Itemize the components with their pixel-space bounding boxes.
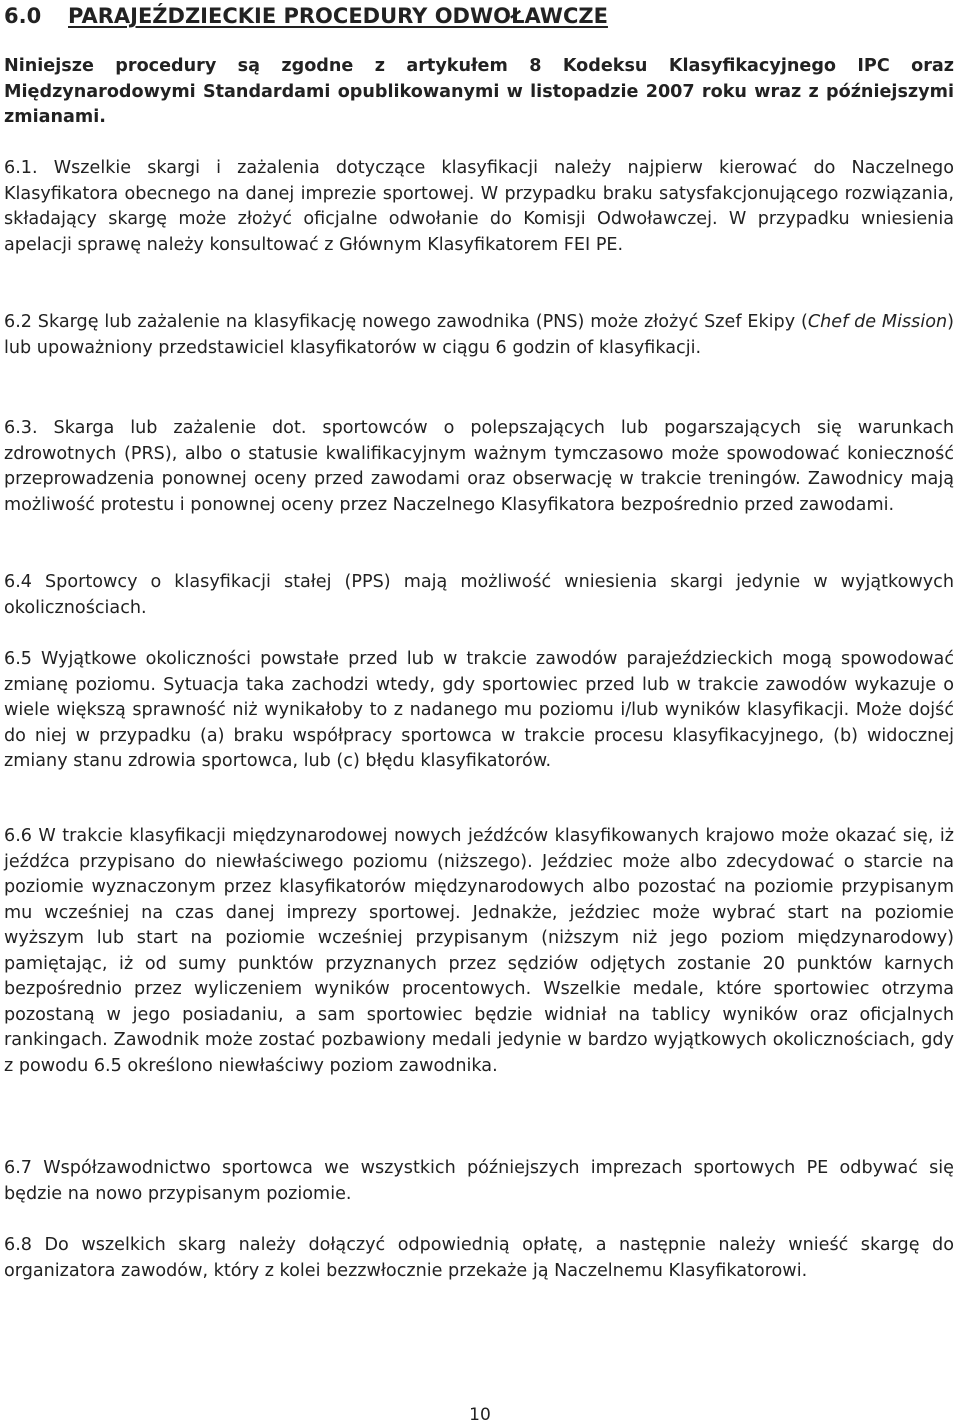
paragraph-6-2 (4, 310, 954, 361)
paragraph-6-8: 6.8 Do wszelkich skarg należy dołączyć odpowiednią opłatę, a następnie należy wnieść skargę do organizatora zawodów, który z kolei bezzwłocznie przekaże ją Naczelnemu Klasyfikatorowi. (4, 1235, 954, 1281)
paragraph-6-1: 6.1. Wszelkie skargi i zażalenia dotyczące klasyfikacji należy najpierw kierować do Naczelnego Klasyfikatora obecnego na danej imprezie sportowej. W przypadku braku satysfakcjonującego rozwiązania, składający skargę może złożyć oficjalne odwołanie do Komisji Odwoławczej. W przypadku wniesienia apelacji sprawę należy konsultować z Głównym Klasyfikatorem FEI PE. (4, 158, 954, 255)
paragraph-6-7: 6.7 Współzawodnictwo sportowca we wszystkich późniejszych imprezach sportowych PE odbywać się będzie na nowo przypisanym poziomie. (4, 1158, 954, 1204)
paragraph-6-4: 6.4 Sportowcy o klasyfikacji stałej (PPS) mają możliwość wniesienia skargi jedynie w wyjątkowych okolicznościach. (4, 572, 954, 618)
section-heading (4, 2, 608, 30)
paragraph-6-3: 6.3. Skarga lub zażalenie dot. sportowców o polepszających lub pogarszających się warunkach zdrowotnych (PRS), albo o statusie kwalifikacyjnym ważnym tymczasowo może spowodować konieczność przeprowadzenia ponownej oceny przed zawodami oraz obserwację w trakcie treningów. Zawodnicy mają możliwość protestu i ponownej oceny przez Naczelnego Klasyfikatora bezpośrednio przed zawodami. (4, 418, 954, 515)
section-number: 6.0 (4, 4, 42, 28)
paragraph-6-2-text-b: ) lub upoważniony przedstawiciel klasyfikatorów w ciągu 6 godzin of klasyfikacji. (4, 312, 954, 358)
section-title: PARAJEŹDZIECKIE PROCEDURY ODWOŁAWCZE (68, 4, 608, 28)
paragraph-6-6: 6.6 W trakcie klasyfikacji międzynarodowej nowych jeźdźców klasyfikowanych krajowo może okazać się, iż jeźdźca przypisano do niewłaściwego poziomu (niższego). Jeździec może albo zdecydować o starcie na poziomie wyznaczonym przez klasyfikatorów międzynarodowych albo pozostać na poziomie przypisanym mu wcześniej na czas danej imprezy sportowej. Jednakże, jeździec może wybrać start na poziomie wyższym lub start na poziomie wcześniej przypisanym (niższym niż jego poziom międzynarodowy) pamiętając, iż od sumy punktów przyznanych przez sędziów odjętych zostanie 20 punktów karnych bezpośrednio przez wyliczeniem wyników procentowych. Wszelkie medale, które sportowiec otrzyma pozostaną w jego posiadaniu, a sam sportowiec będzie widniał na tablicy wyników oraz oficjalnych rankingach. Zawodnik może zostać pozbawiony medali jedynie w bardzo wyjątkowych okolicznościach, gdy z powodu 6.5 określono niewłaściwy poziom zawodnika. (4, 826, 954, 1076)
intro-paragraph: Niniejsze procedury są zgodne z artykułem 8 Kodeksu Klasyfikacyjnego IPC oraz Międzynarodowymi Standardami opublikowanymi w listopadzie 2007 roku wraz z późniejszymi zmianami. (4, 56, 954, 127)
paragraph-6-2-text-a: 6.2 Skargę lub zażalenie na klasyfikację nowego zawodnika (PNS) może złożyć Szef Ekipy ( (4, 312, 808, 332)
paragraph-6-5: 6.5 Wyjątkowe okoliczności powstałe przed lub w trakcie zawodów parajeździeckich mogą spowodować zmianę poziomu. Sytuacja taka zachodzi wtedy, gdy sportowiec przed lub w trakcie zawodów wykazuje o wiele większą sprawność niż wynikałoby to z nadanego mu poziomu i/lub wyników klasyfikacji. Może dojść do niej w przypadku (a) braku współpracy sportowca w trakcie procesu klasyfikacyjnego, (b) widocznej zmiany stanu zdrowia sportowca, lub (c) błędu klasyfikatorów. (4, 649, 954, 771)
page-number: 10 (469, 1405, 491, 1425)
paragraph-6-2-italic: Chef de Mission (807, 312, 948, 332)
